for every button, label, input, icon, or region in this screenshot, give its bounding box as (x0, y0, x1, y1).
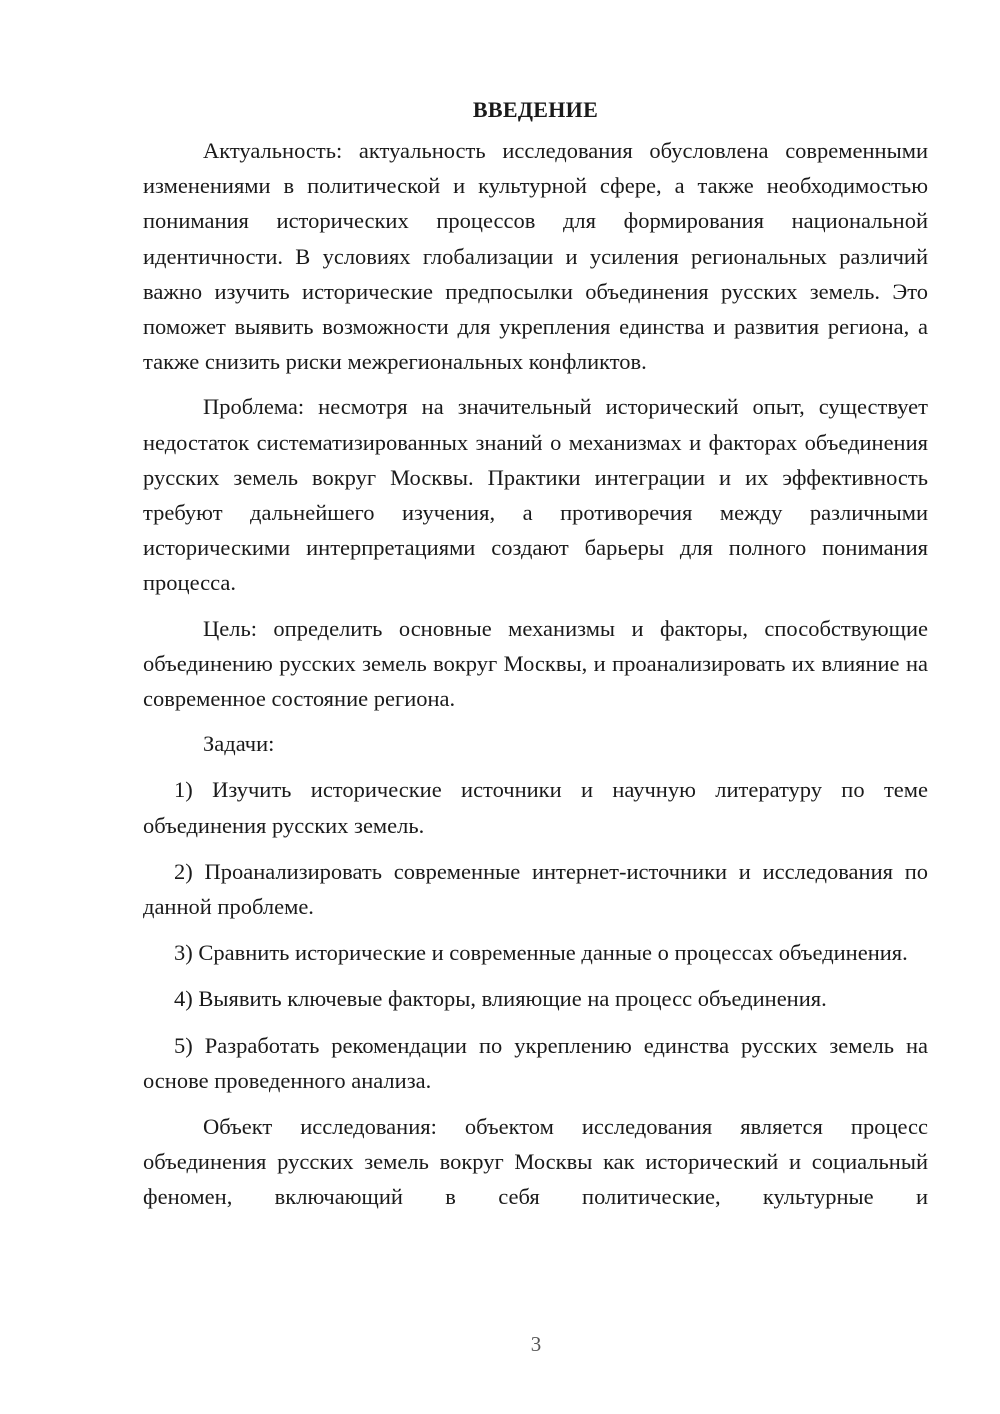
task-item-2: 2) Проанализировать современные интернет-источники и исследования по данной проблеме. (143, 858, 928, 920)
task-item-3: 3) Сравнить исторические и современные данные о процессах объединения. (174, 940, 908, 966)
problem-paragraph: Проблема: несмотря на значительный исторический опыт, существует недостаток систематизированных знаний о механизмах и факторах объединения русских земель вокруг Москвы. Практики интеграции и их эффективность требуют дальнейшего изучения, а противоречия между различными историческими интерпретациями создают барьеры для полного понимания процесса. (143, 394, 928, 596)
relevance-paragraph: Актуальность: актуальность исследования обусловлена современными изменениями в политической и культурной сфере, а также необходимостью понимания исторических процессов для формирования национальной идентичности. В условиях глобализации и усиления региональных различий важно изучить исторические предпосылки объединения русских земель. Это поможет выявить возможности для укрепления единства и развития региона, а также снизить риски межрегиональных конфликтов. (143, 138, 928, 375)
task-item-4: 4) Выявить ключевые факторы, влияющие на процесс объединения. (174, 986, 827, 1012)
object-paragraph: Объект исследования: объектом исследования является процесс объединения русских земель вокруг Москвы как исторический и социальный феномен, включающий в себя политические, культурные и (143, 1114, 928, 1210)
task-item-5: 5) Разработать рекомендации по укреплению единства русских земель на основе проведенного анализа. (143, 1032, 928, 1093)
goal-paragraph: Цель: определить основные механизмы и факторы, способствующие объединению русских земель вокруг Москвы, и проанализировать их влияние на современное состояние региона. (143, 615, 928, 712)
document-page (143, 92, 928, 1215)
section-heading: ВВЕДЕНИЕ (472, 97, 599, 122)
task-item-1: 1) Изучить исторические источники и научную литературу по теме объединения русских земель. (143, 777, 928, 838)
page-number: 3 (530, 1332, 542, 1356)
tasks-label: Задачи: (203, 731, 275, 757)
